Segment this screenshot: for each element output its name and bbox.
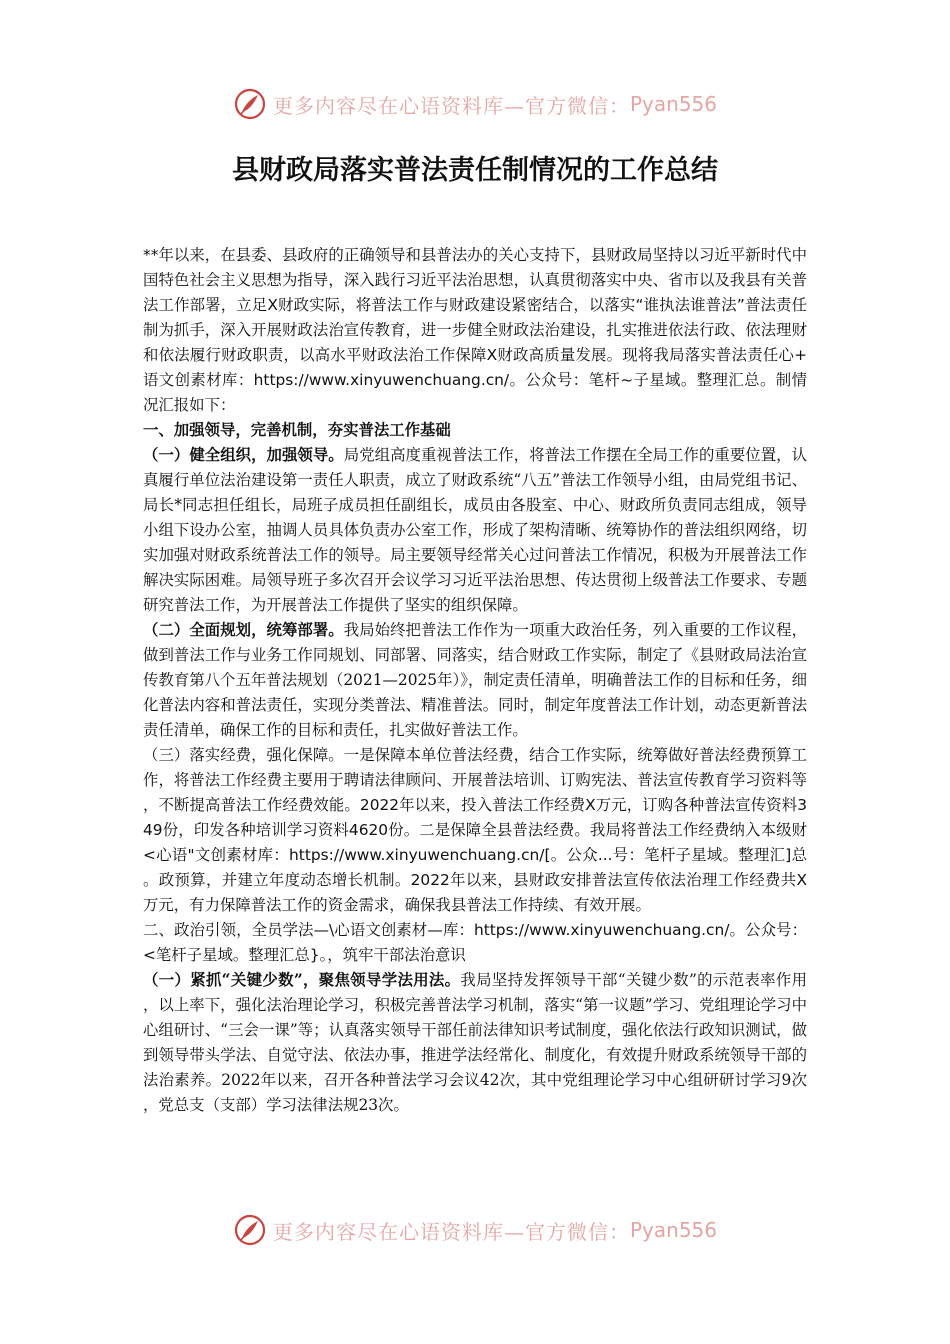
section-heading-2 (143, 918, 807, 968)
document-title: 县财政局落实普法责任制情况的工作总结 (232, 155, 718, 186)
banner-text: 更多内容尽在心语资料库—官方微信： (272, 93, 630, 118)
paragraph-text: **年以来，在县委、县政府的正确领导和县普法办的关心支持下，县财政局坚持以习近平新时代中国特色社会主义思想为指导，深入践行习近平法治思想，认真贯彻落实中央、省市以及我县有关普法工作部署，立足X财政实际，将普法工作与财政建设紧密结合，以落实“谁执法谁普法”普法责任制为抓手，深入开展财政法治宣传教育，进一步健全财政法治建设，扎实推进依法行政、依法理财和依法履行财政职责，以高水平财政法治工作保障X财政高质量发展。现将我局落实普法责任心+语文创素材库：https://www.xinyuwenchuang.cn/。公众号：笔杆~子星域。整理汇总。制情况汇报如下： (143, 246, 807, 414)
banner-text: 更多内容尽在心语资料库—官方微信： (272, 1219, 630, 1244)
paragraph-intro (143, 243, 807, 418)
feather-logo-icon (233, 1213, 267, 1247)
paragraph-1-1 (143, 443, 807, 618)
paragraph-1-3 (143, 743, 807, 918)
paragraph-1-2 (143, 618, 807, 743)
heading-text: 一、加强领导，完善机制，夯实普法工作基础 (143, 421, 451, 439)
paragraph-lead: （一）紧抓“关键少数”，聚焦领导学法用法。 (143, 971, 461, 989)
banner-wechat-id: Pyan556 (629, 92, 717, 116)
document-body (143, 243, 807, 1118)
paragraph-lead: （一）健全组织，加强领导。 (143, 446, 344, 464)
feather-logo-icon (233, 87, 267, 121)
paragraph-text: 一是保障本单位普法经费，结合工作实际，统筹做好普法经费预算工作，将普法工作经费主要用于聘请法律顾问、开展普法培训、订购宪法、普法宣传教育学习资料等，不断提高普法工作经费效能。2022年以来，投入普法工作经费X万元，订购各种普法宣传资料349份，印发各种培训学习资料4620份。二是保障全县普法经费。我局将普法工作经费纳入本级财<心语"文创素材库：https://www.xinyuwenchuang.cn/[。公众...号：笔杆子星域。整理汇]总。政预算，并建立年度动态增长机制。2022年以来，县财政安排普法宣传依法治理工作经费共X万元，有力保障普法工作的资金需求，确保我县普法工作持续、有效开展。 (143, 746, 807, 914)
paragraph-lead: （二）全面规划，统筹部署。 (143, 621, 344, 639)
heading-text: 二、政治引领，全员学法—\心语文创素材—库：https://www.xinyuwenchuang.cn/。公众号：<笔杆子星域。整理汇总}。，筑牢干部法治意识 (143, 921, 807, 964)
paragraph-text: 我局始终把普法工作作为一项重大政治任务，列入重要的工作议程，做到普法工作与业务工作同规划、同部署、同落实，结合财政工作实际，制定了《县财政局法治宣传教育第八个五年普法规划（2021—2025年）》，制定责任清单，明确普法工作的目标和任务，细化普法内容和普法责任，实现分类普法、精准普法。同时，制定年度普法工作计划，动态更新普法责任清单，确保工作的目标和责任，扎实做好普法工作。 (143, 621, 807, 739)
section-heading-1 (143, 418, 807, 443)
paragraph-lead: （三）落实经费，强化保障。 (143, 746, 344, 764)
header-banner (0, 82, 950, 126)
paragraph-2-1 (143, 968, 807, 1118)
footer-banner (0, 1208, 950, 1252)
banner-wechat-id: Pyan556 (629, 1218, 717, 1242)
paragraph-text: 局党组高度重视普法工作，将普法工作摆在全局工作的重要位置，认真履行单位法治建设第一责任人职责，成立了财政系统“八五”普法工作领导小组，由局党组书记、局长*同志担任组长，局班子成员担任副组长，成员由各股室、中心、财政所负责同志组成，领导小组下设办公室，抽调人员具体负责办公室工作，形成了架构清晰、统筹协作的普法组织网络，切实加强对财政系统普法工作的领导。局主要领导经常关心过问普法工作情况，积极为开展普法工作解决实际困难。局领导班子多次召开会议学习习近平法治思想、传达贯彻上级普法工作要求、专题研究普法工作，为开展普法工作提供了坚实的组织保障。 (143, 446, 807, 614)
paragraph-text: 我局坚持发挥领导干部“关键少数”的示范表率作用，以上率下，强化法治理论学习，积极完善普法学习机制，落实“第一议题”学习、党组理论学习中心组研讨、“三会一课”等；认真落实领导干部任前法律知识考试制度，强化依法行政知识测试，做到领导带头学法、自觉守法、依法办事，推进学法经常化、制度化，有效提升财政系统领导干部的法治素养。2022年以来，召开各种普法学习会议42次，其中党组理论学习中心组研研讨学习9次，党总支（支部）学习法律法规23次。 (143, 971, 807, 1114)
